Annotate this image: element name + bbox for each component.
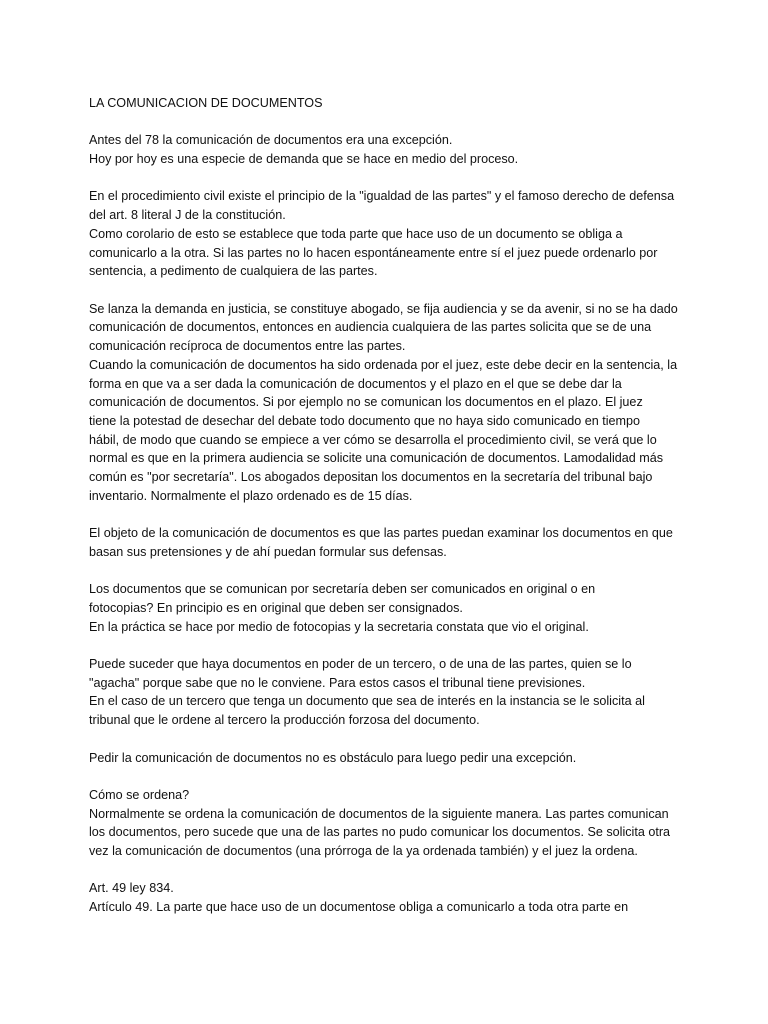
text-line: Art. 49 ley 834. [89, 881, 174, 896]
paragraph [89, 131, 689, 168]
text-line: Hoy por hoy es una especie de demanda que se hace en medio del proceso. [89, 152, 519, 167]
text-line: comunicarlo a la otra. Si las partes no lo hacen espontáneamente entre sí el juez puede ordenarlo por [89, 245, 658, 260]
text-line: Cuando la comunicación de documentos ha sido ordenada por el juez, este debe decir en la sentencia, la [89, 357, 678, 372]
text-line: comunicación de documentos. Si por ejemplo no se comunican los documentos en el plazo. El juez [89, 395, 643, 410]
document-title: LA COMUNICACION DE DOCUMENTOS [89, 96, 323, 110]
paragraph [89, 749, 689, 768]
text-line: hábil, de modo que cuando se empiece a ver cómo se desarrolla el procedimiento civil, se verá que lo [89, 432, 657, 447]
text-line: común es "por secretaría". Los abogados depositan los documentos en la secretaría del tribunal bajo [89, 470, 653, 485]
text-line: tribunal que le ordene al tercero la producción forzosa del documento. [89, 713, 480, 728]
paragraph [89, 786, 689, 861]
text-line: Antes del 78 la comunicación de documentos era una excepción. [89, 133, 453, 148]
document-body [89, 94, 689, 935]
paragraph [89, 300, 689, 506]
text-line: Puede suceder que haya documentos en poder de un tercero, o de una de las partes, quien se lo [89, 657, 632, 671]
text-line: comunicación de documentos, entonces en audiencia cualquiera de las partes solicita que se de una [89, 320, 652, 335]
text-line: Normalmente se ordena la comunicación de documentos de la siguiente manera. Las partes comunican [89, 806, 669, 821]
text-line: "agacha" porque sabe que no le conviene. Para estos casos el tribunal tiene previsiones. [89, 675, 586, 690]
text-line: Cómo se ordena? [89, 787, 190, 802]
text-line: normal es que en la primera audiencia se solicite una comunicación de documentos. Lamodalidad más [89, 451, 664, 466]
text-line: basan sus pretensiones y de ahí puedan formular sus defensas. [89, 544, 447, 559]
text-line: vez la comunicación de documentos (una prórroga de la ya ordenada también) y el juez la ordena. [89, 844, 638, 858]
paragraph [89, 187, 689, 281]
paragraph [89, 524, 689, 561]
text-line: Pedir la comunicación de documentos no es obstáculo para luego pedir una excepción. [89, 750, 577, 765]
text-line: inventario. Normalmente el plazo ordenado es de 15 días. [89, 488, 413, 503]
text-line: fotocopias? En principio es en original que deben ser consignados. [89, 600, 463, 615]
paragraph [89, 655, 689, 730]
text-line: Los documentos que se comunican por secretaría deben ser comunicados en original o en [89, 582, 596, 597]
text-line: El objeto de la comunicación de documentos es que las partes puedan examinar los documentos en que [89, 526, 673, 541]
text-line: del art. 8 literal J de la constitución. [89, 208, 286, 223]
text-line: Artículo 49. La parte que hace uso de un documentose obliga a comunicarlo a toda otra parte en [89, 900, 629, 915]
text-line: En la práctica se hace por medio de fotocopias y la secretaria constata que vio el original. [89, 619, 589, 634]
text-line: En el caso de un tercero que tenga un documento que sea de interés en la instancia se le solicita al [89, 694, 645, 709]
paragraph [89, 879, 689, 916]
text-line: Se lanza la demanda en justicia, se constituye abogado, se fija audiencia y se da avenir, si no se ha dado [89, 301, 678, 316]
text-line: comunicación recíproca de documentos entre las partes. [89, 339, 406, 354]
text-line: sentencia, a pedimento de cualquiera de las partes. [89, 264, 378, 279]
text-line: los documentos, pero sucede que una de las partes no pudo comunicar los documentos. Se solicita otra [89, 825, 671, 840]
text-line: Como corolario de esto se establece que toda parte que hace uso de un documento se obliga a [89, 226, 623, 241]
text-line: En el procedimiento civil existe el principio de la "igualdad de las partes" y el famoso derecho de defensa [89, 189, 675, 204]
text-line: tiene la potestad de desechar del debate todo documento que no haya sido comunicado en tiempo [89, 413, 641, 428]
paragraph [89, 580, 689, 636]
text-line: forma en que va a ser dada la comunicación de documentos y el plazo en el que se debe dar la [89, 376, 622, 391]
